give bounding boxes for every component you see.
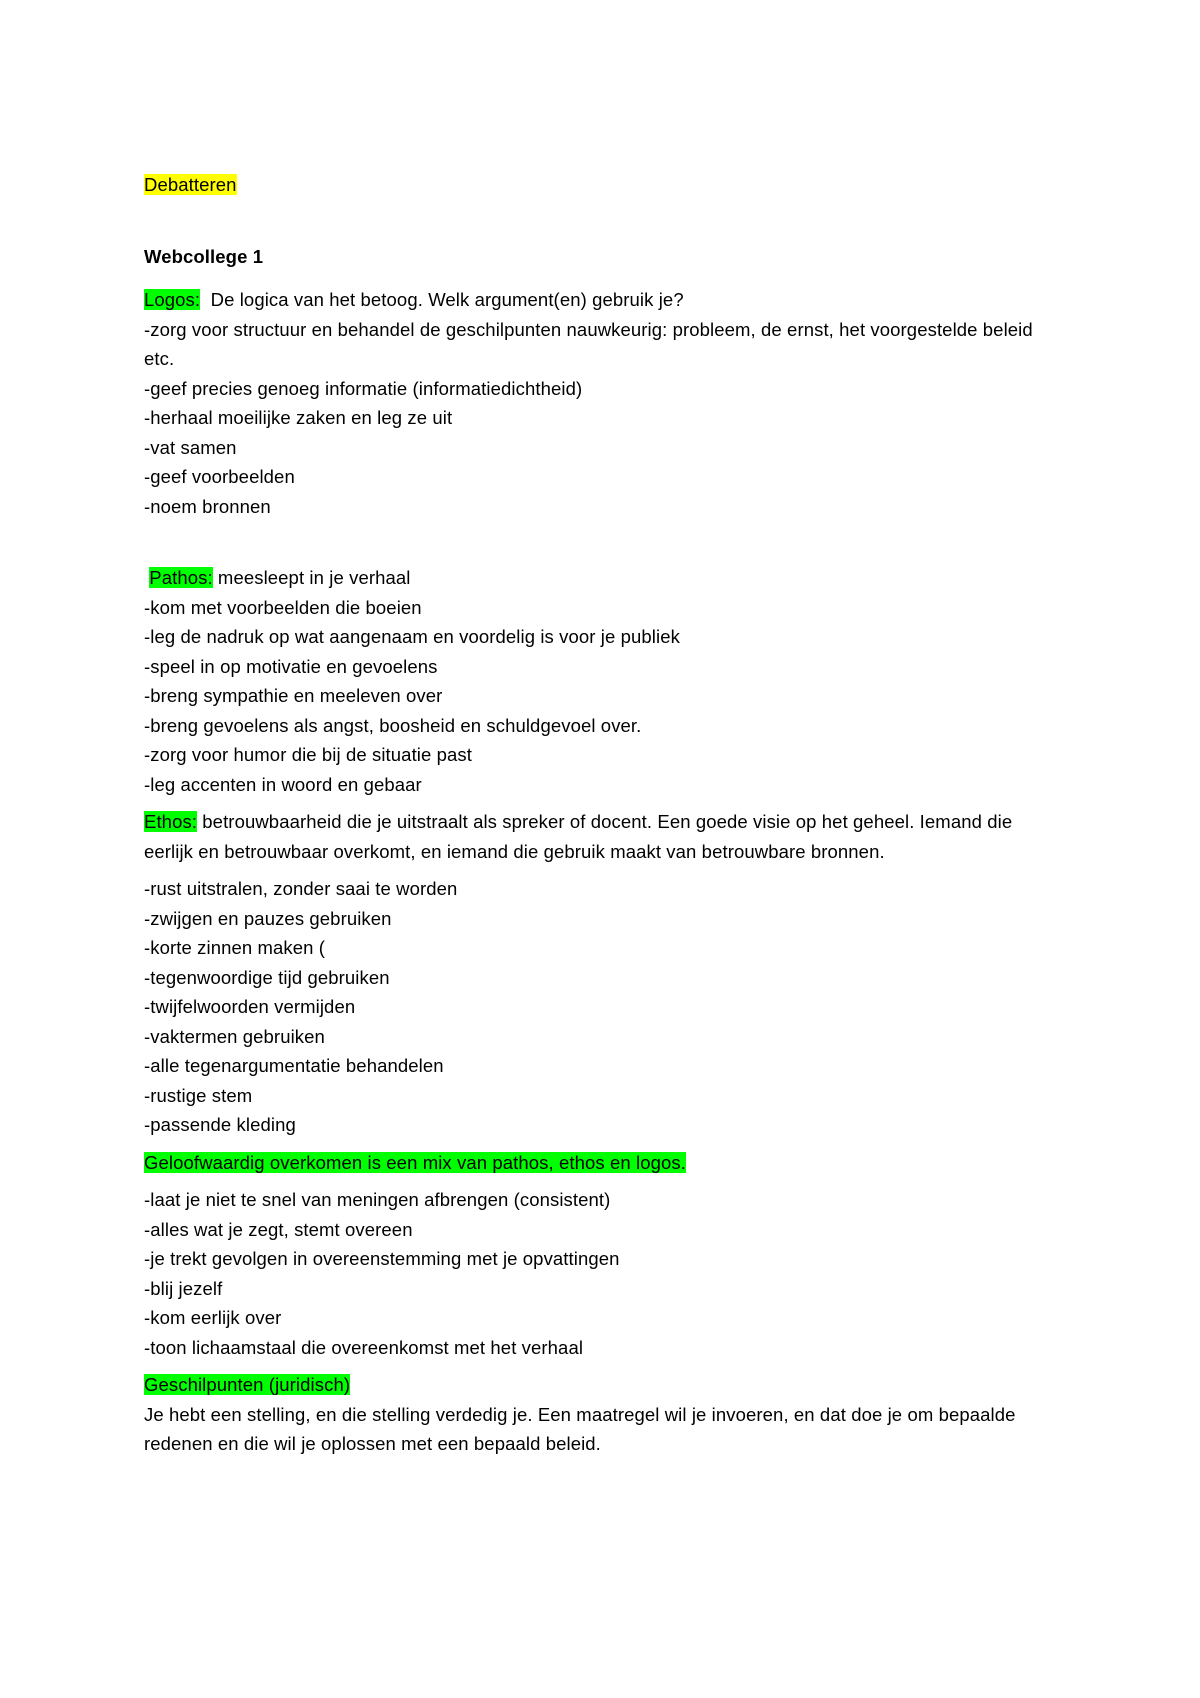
ethos-item: -twijfelwoorden vermijden bbox=[144, 996, 356, 1017]
geloofwaardig-section bbox=[144, 1148, 1064, 1363]
geschilpunten-section bbox=[144, 1370, 1064, 1459]
geloofwaardig-item: -kom eerlijk over bbox=[144, 1307, 282, 1328]
spacer bbox=[144, 1177, 1064, 1185]
pathos-item: -speel in op motivatie en gevoelens bbox=[144, 655, 438, 677]
logos-section bbox=[144, 285, 1064, 521]
pathos-item: -breng gevoelens als angst, boosheid en schuldgevoel over. bbox=[144, 714, 642, 736]
ethos-item: -vaktermen gebruiken bbox=[144, 1025, 325, 1047]
ethos-item: -tegenwoordige tijd gebruiken bbox=[144, 966, 390, 988]
ethos-item: -rust uitstralen, zonder saai te worden bbox=[144, 878, 458, 899]
geschilpunten-text: Je hebt een stelling, en die stelling verdedig je. Een maatregel wil je invoeren, en dat doe je om bepaalde redenen en die wil je oplossen met een bepaald beleid. bbox=[144, 1403, 1016, 1454]
spacer bbox=[144, 200, 1064, 242]
spacer bbox=[144, 1362, 1064, 1370]
pathos-label: Pathos: bbox=[149, 567, 213, 588]
ethos-item: -alle tegenargumentatie behandelen bbox=[144, 1055, 444, 1076]
spacer bbox=[144, 521, 1064, 563]
geschilpunten-heading bbox=[144, 1370, 1064, 1400]
section-subtitle: Webcollege 1 bbox=[144, 245, 264, 267]
logos-label: Logos: bbox=[144, 289, 201, 310]
pathos-intro: meesleept in je verhaal bbox=[212, 567, 411, 588]
pathos-item: -leg de nadruk op wat aangenaam en voordelig is voor je publiek bbox=[144, 626, 680, 647]
pathos-heading-line bbox=[144, 563, 1064, 593]
ethos-section bbox=[144, 807, 1064, 1140]
document-page bbox=[144, 170, 1064, 1459]
ethos-item: -korte zinnen maken ( bbox=[144, 937, 326, 958]
document-title bbox=[144, 170, 1064, 200]
geloofwaardig-item: -je trekt gevolgen in overeenstemming met je opvattingen bbox=[144, 1248, 620, 1269]
pathos-item: -zorg voor humor die bij de situatie past bbox=[144, 744, 473, 765]
pathos-section bbox=[144, 563, 1064, 799]
logos-heading-line bbox=[144, 285, 1064, 315]
ethos-intro: betrouwbaarheid die je uitstraalt als spreker of docent. Een goede visie op het geheel. Iemand die eerlijk en betrouwbaar overkomt, en iemand die gebruik maakt van betrouwbare bronnen. bbox=[144, 811, 1013, 862]
geloofwaardig-heading bbox=[144, 1148, 1064, 1178]
geschilpunten-heading-highlight: Geschilpunten (juridisch) bbox=[144, 1374, 351, 1395]
logos-item: -herhaal moeilijke zaken en leg ze uit bbox=[144, 407, 453, 428]
spacer bbox=[144, 271, 1064, 285]
ethos-item: -rustige stem bbox=[144, 1084, 253, 1106]
ethos-label: Ethos: bbox=[144, 811, 198, 832]
ethos-heading-line bbox=[144, 807, 1064, 866]
geloofwaardig-item: -blij jezelf bbox=[144, 1277, 223, 1299]
geloofwaardig-item: -laat je niet te snel van meningen afbrengen (consistent) bbox=[144, 1189, 611, 1210]
spacer bbox=[144, 799, 1064, 807]
title-highlight: Debatteren bbox=[144, 174, 237, 195]
geloofwaardig-item: -alles wat je zegt, stemt overeen bbox=[144, 1218, 413, 1240]
pathos-item: -kom met voorbeelden die boeien bbox=[144, 596, 422, 618]
logos-item: -noem bronnen bbox=[144, 495, 271, 517]
logos-intro: De logica van het betoog. Welk argument(en) gebruik je? bbox=[200, 289, 684, 310]
logos-item: -zorg voor structuur en behandel de geschilpunten nauwkeurig: probleem, de ernst, het voorgestelde beleid etc. bbox=[144, 318, 1033, 369]
logos-item: -geef voorbeelden bbox=[144, 466, 295, 487]
geloofwaardig-item: -toon lichaamstaal die overeenkomst met het verhaal bbox=[144, 1336, 584, 1358]
ethos-item: -passende kleding bbox=[144, 1114, 296, 1135]
geloofwaardig-heading-highlight: Geloofwaardig overkomen is een mix van pathos, ethos en logos. bbox=[144, 1151, 686, 1173]
spacer bbox=[144, 1140, 1064, 1148]
ethos-item: -zwijgen en pauzes gebruiken bbox=[144, 907, 392, 929]
pathos-item: -leg accenten in woord en gebaar bbox=[144, 773, 422, 795]
logos-item: -vat samen bbox=[144, 436, 237, 458]
logos-item: -geef precies genoeg informatie (informatiedichtheid) bbox=[144, 377, 583, 399]
pathos-item: -breng sympathie en meeleven over bbox=[144, 685, 443, 706]
spacer bbox=[144, 866, 1064, 874]
